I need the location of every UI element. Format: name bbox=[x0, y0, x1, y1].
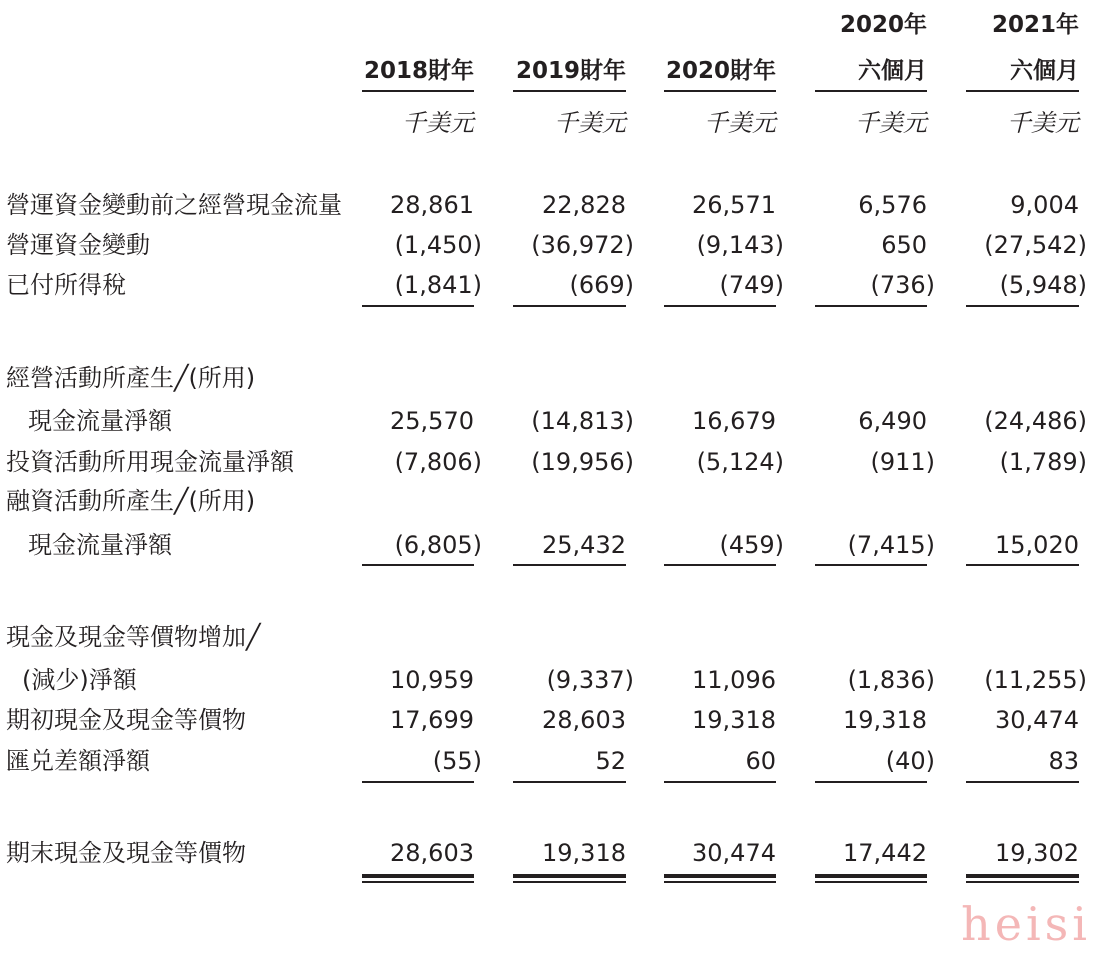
cell: (14,813) bbox=[531, 407, 634, 435]
col-unit-3: 千美元 bbox=[704, 109, 776, 137]
total-double-rule bbox=[966, 881, 1079, 883]
col-header-3-underline bbox=[664, 90, 776, 92]
cell: (911) bbox=[870, 448, 935, 476]
subtotal-rule bbox=[362, 305, 474, 307]
col-header-2: 2019財年 bbox=[515, 58, 626, 84]
cell: 26,571 bbox=[692, 191, 776, 219]
total-double-rule bbox=[966, 874, 1079, 878]
row-label: 現金流量淨額 bbox=[28, 407, 172, 435]
cell: (1,836) bbox=[847, 666, 935, 694]
cell: 6,576 bbox=[858, 191, 927, 219]
cell: (1,789) bbox=[999, 448, 1087, 476]
row-label: 期初現金及現金等價物 bbox=[6, 706, 246, 734]
subtotal-rule bbox=[815, 781, 927, 783]
cell: 9,004 bbox=[1010, 191, 1079, 219]
cell: 19,318 bbox=[692, 706, 776, 734]
cell: (7,806) bbox=[394, 448, 482, 476]
subtotal-rule bbox=[513, 305, 626, 307]
cell: (5,124) bbox=[696, 448, 784, 476]
row-label: 匯兑差額淨額 bbox=[6, 747, 150, 775]
cell: 30,474 bbox=[692, 839, 776, 867]
cell: 19,318 bbox=[843, 706, 927, 734]
subtotal-rule bbox=[815, 564, 927, 566]
total-double-rule bbox=[513, 881, 626, 883]
cell: (19,956) bbox=[531, 448, 634, 476]
total-double-rule bbox=[362, 881, 474, 883]
cell: 15,020 bbox=[995, 531, 1079, 559]
cell: 25,432 bbox=[542, 531, 626, 559]
subtotal-rule bbox=[664, 781, 776, 783]
subtotal-rule bbox=[362, 781, 474, 783]
col-header-5-year: 2021年 bbox=[991, 12, 1079, 38]
cell: (40) bbox=[885, 747, 935, 775]
subtotal-rule bbox=[664, 564, 776, 566]
cell: 6,490 bbox=[858, 407, 927, 435]
row-label: 營運資金變動前之經營現金流量 bbox=[6, 191, 342, 219]
subtotal-rule bbox=[664, 305, 776, 307]
cell: 28,603 bbox=[542, 706, 626, 734]
cell: 22,828 bbox=[542, 191, 626, 219]
cell: 28,603 bbox=[390, 839, 474, 867]
cell: (55) bbox=[432, 747, 482, 775]
col-header-5-period: 六個月 bbox=[1010, 58, 1079, 84]
total-double-rule bbox=[513, 874, 626, 878]
col-header-4-year: 2020年 bbox=[839, 12, 927, 38]
row-label: 已付所得稅 bbox=[6, 271, 126, 299]
cell: 83 bbox=[1048, 747, 1079, 775]
row-label: 期末現金及現金等價物 bbox=[6, 839, 246, 867]
cell: (27,542) bbox=[984, 231, 1087, 259]
cell: 30,474 bbox=[995, 706, 1079, 734]
subtotal-rule bbox=[513, 781, 626, 783]
cell: 17,699 bbox=[390, 706, 474, 734]
col-header-3: 2020財年 bbox=[665, 58, 776, 84]
row-label: 投資活動所用現金流量淨額 bbox=[6, 448, 294, 476]
total-double-rule bbox=[664, 874, 776, 878]
cell: 60 bbox=[745, 747, 776, 775]
cell: (459) bbox=[719, 531, 784, 559]
cell: (669) bbox=[569, 271, 634, 299]
cell: (5,948) bbox=[999, 271, 1087, 299]
col-header-1: 2018財年 bbox=[363, 58, 474, 84]
cell: (11,255) bbox=[984, 666, 1087, 694]
row-label: 現金流量淨額 bbox=[28, 531, 172, 559]
col-header-1-underline bbox=[362, 90, 474, 92]
cell: 16,679 bbox=[692, 407, 776, 435]
cell: (736) bbox=[870, 271, 935, 299]
subtotal-rule bbox=[966, 781, 1079, 783]
cell: 52 bbox=[595, 747, 626, 775]
cell: (749) bbox=[719, 271, 784, 299]
col-unit-5: 千美元 bbox=[1007, 109, 1079, 137]
subtotal-rule bbox=[815, 305, 927, 307]
cell: 28,861 bbox=[390, 191, 474, 219]
col-header-2-underline bbox=[513, 90, 626, 92]
row-label: (減少)淨額 bbox=[22, 666, 137, 694]
subtotal-rule bbox=[513, 564, 626, 566]
col-header-4-period: 六個月 bbox=[858, 58, 927, 84]
cell: (6,805) bbox=[394, 531, 482, 559]
cell: (36,972) bbox=[531, 231, 634, 259]
col-unit-4: 千美元 bbox=[855, 109, 927, 137]
cell: (9,143) bbox=[696, 231, 784, 259]
subtotal-rule bbox=[362, 564, 474, 566]
total-double-rule bbox=[815, 881, 927, 883]
total-double-rule bbox=[362, 874, 474, 878]
cell: 17,442 bbox=[843, 839, 927, 867]
cell: 25,570 bbox=[390, 407, 474, 435]
subtotal-rule bbox=[966, 305, 1079, 307]
row-label: 經營活動所產生╱(所用) bbox=[6, 364, 256, 392]
cell: 19,302 bbox=[995, 839, 1079, 867]
total-double-rule bbox=[664, 881, 776, 883]
subtotal-rule bbox=[966, 564, 1079, 566]
watermark: heisi bbox=[961, 897, 1091, 951]
total-double-rule bbox=[815, 874, 927, 878]
cell: 650 bbox=[881, 231, 927, 259]
row-label: 現金及現金等價物增加╱ bbox=[6, 623, 261, 651]
cell: 19,318 bbox=[542, 839, 626, 867]
row-label: 融資活動所產生╱(所用) bbox=[6, 487, 256, 515]
cell: (1,841) bbox=[394, 271, 482, 299]
col-unit-2: 千美元 bbox=[554, 109, 626, 137]
cell: 10,959 bbox=[390, 666, 474, 694]
col-unit-1: 千美元 bbox=[402, 109, 474, 137]
cell: 11,096 bbox=[692, 666, 776, 694]
cell: (7,415) bbox=[847, 531, 935, 559]
row-label: 營運資金變動 bbox=[6, 231, 150, 259]
col-header-5-underline bbox=[966, 90, 1079, 92]
cell: (24,486) bbox=[984, 407, 1087, 435]
cell: (9,337) bbox=[546, 666, 634, 694]
cell: (1,450) bbox=[394, 231, 482, 259]
col-header-4-underline bbox=[815, 90, 927, 92]
